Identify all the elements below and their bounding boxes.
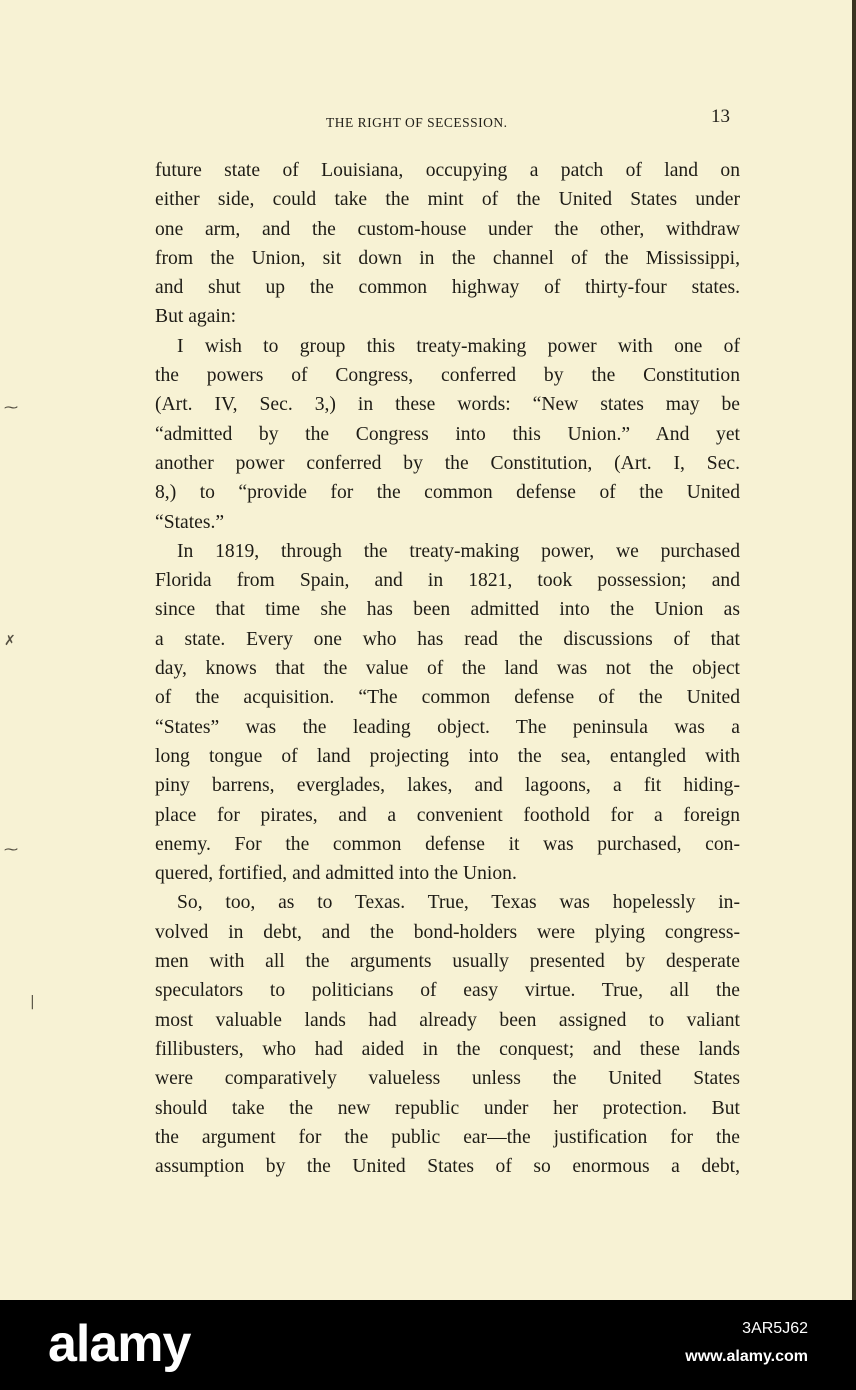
text-line: and shut up the common highway of thirty-four states. [155,277,740,299]
text-line: long tongue of land projecting into the sea, entangled with [155,745,740,767]
watermark-footer [0,1300,856,1390]
text-line: another power conferred by the Constitution, (Art. I, Sec. [155,452,740,474]
margin-mark: ⁓ [4,842,18,858]
text-line: “States” was the leading object. The peninsula was a [155,716,740,738]
text-line: men with all the arguments usually presented by desperate [155,951,740,973]
page-edge [852,0,856,1300]
site-url: www.alamy.com [685,1348,808,1365]
text-line: But again: [155,306,237,328]
text-line: were comparatively valueless unless the United States [155,1068,740,1090]
text-line: piny barrens, everglades, lakes, and lagoons, a fit hiding- [155,775,740,797]
text-line: (Art. IV, Sec. 3,) in these words: “New states may be [155,394,740,416]
text-line: a state. Every one who has read the discussions of that [155,628,740,650]
text-line: In 1819, through the treaty-making power, we purchased [177,540,740,562]
text-line: enemy. For the common defense it was purchased, con- [155,833,740,855]
text-line: So, too, as to Texas. True, Texas was hopelessly in- [177,892,740,914]
text-line: fillibusters, who had aided in the conquest; and these lands [155,1038,740,1060]
margin-mark: ✗ [4,633,16,649]
image-id: 3AR5J62 [742,1320,808,1337]
text-line: one arm, and the custom-house under the other, withdraw [155,218,740,240]
text-line: should take the new republic under her protection. But [155,1097,740,1119]
text-line: I wish to group this treaty-making power with one of [177,335,740,357]
text-line: of the acquisition. “The common defense of the United [155,687,740,709]
page-number: 13 [711,106,730,127]
text-line: “States.” [155,511,225,533]
text-line: 8,) to “provide for the common defense of the United [155,482,740,504]
text-line: volved in debt, and the bond-holders were plying congress- [155,921,740,943]
text-line: “admitted by the Congress into this Union.” And yet [155,423,740,445]
text-line: from the Union, sit down in the channel of the Mississippi, [155,247,740,269]
text-line: most valuable lands had already been assigned to valiant [155,1009,740,1031]
text-line: speculators to politicians of easy virtue. True, all the [155,980,740,1002]
alamy-logo: alamy [48,1315,191,1373]
body-text [155,156,740,1181]
text-line: either side, could take the mint of the United States under [155,189,740,211]
margin-mark: | [30,994,35,1010]
running-title: THE RIGHT OF SECESSION. [326,115,508,130]
text-line: assumption by the United States of so enormous a debt, [155,1156,740,1178]
margin-mark: ⁓ [4,400,18,416]
text-line: since that time she has been admitted into the Union as [155,599,740,621]
text-line: place for pirates, and a convenient foothold for a foreign [155,804,740,826]
text-line: the powers of Congress, conferred by the Constitution [155,365,740,387]
text-line: the argument for the public ear—the justification for the [155,1126,740,1148]
text-line: quered, fortified, and admitted into the Union. [155,863,517,885]
text-line: day, knows that the value of the land was not the object [155,658,740,680]
text-line: future state of Louisiana, occupying a patch of land on [155,160,740,181]
text-line: Florida from Spain, and in 1821, took possession; and [155,570,740,592]
